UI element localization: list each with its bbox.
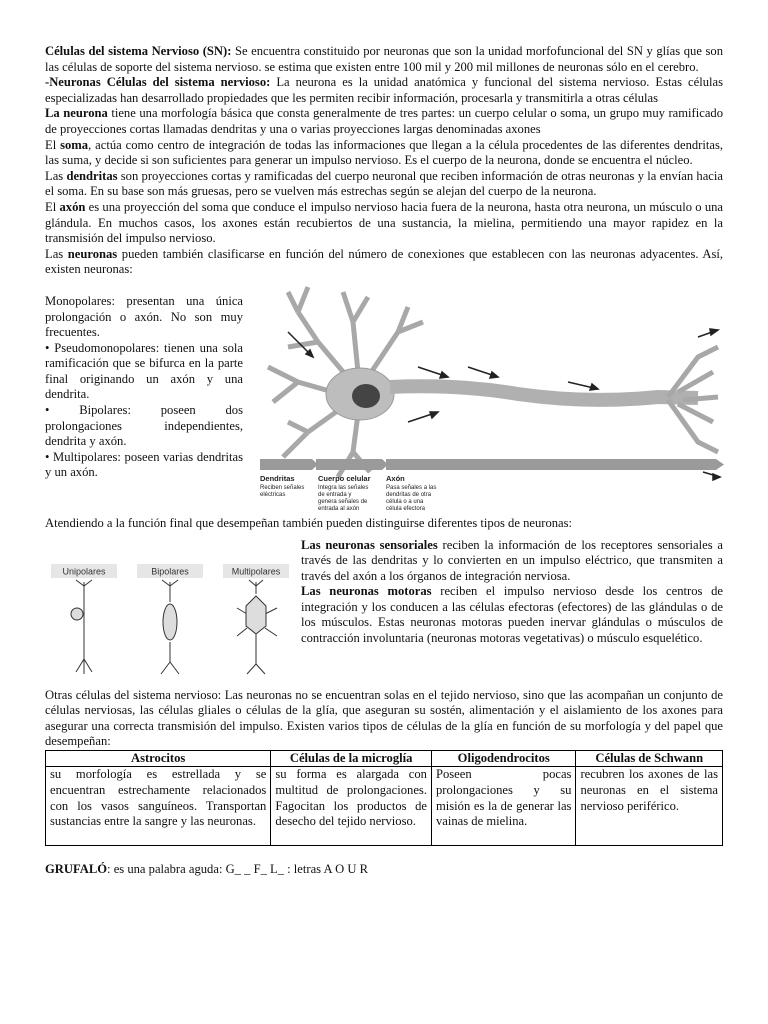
desc-dendritas: eléctricas [260,491,286,498]
mini-label-bipolares: Bipolares [151,566,189,576]
mini-label-multipolares: Multipolares [231,566,281,576]
paragraph-dendritas: Las dendritas son proyecciones cortas y ramificadas del cuerpo neuronal que reciben información de otras neuronas y la envían hacia el soma. En su base son más gruesas, pero se vuelven más estrechas según se alejan del cuerpo de la neurona. [45,168,723,199]
paragraph-neuronas: -Neuronas Células del sistema nervioso: La neurona es la unidad anatómica y funcional del sistema nervioso. Estas células especializadas han desarrollado propiedades que les permiten recibir información, procesarla y transmitirla a otras células [45,75,723,105]
paragraph-motoras: Las neuronas motoras reciben el impulso nervioso desde los centros de integración y los conducen a las células efectoras (efectores) de las glándulas o de los músculos. Estas neuronas motoras pueden inervar glándulas o músculos de contracción involuntaria (neuronas motoras vegetativas) o músculo esquelético. [301,584,724,646]
mini-label-unipolares: Unipolares [62,566,106,576]
paragraph-funcion: Atendiendo a la función final que desempeñan también pueden distinguirse diferentes tipos de neuronas: [45,515,573,530]
desc-axon: célula efectora [386,505,426,512]
desc-cuerpo: genera señales de [318,498,368,505]
table-header: Astrocitos [46,750,271,767]
desc-cuerpo: de entrada y [318,491,352,498]
paragraph-soma: El soma, actúa como centro de integración de todas las informaciones que llegan a la célula procedentes de las diferentes dendritas, las suma, y decide si son suficientes para generar un impulso nervioso. Es el cuerpo de la neurona, donde se encuentra el núcleo. [45,137,723,168]
table-header-row [46,750,723,767]
desc-cuerpo: entrada al axón [318,505,360,512]
paragraph-sensoriales: Las neuronas sensoriales reciben la información de los receptores sensoriales a través de las dendritas y lo convierten en un impulso eléctrico, que transmiten a través del axón a los órganos de integración nerviosa. [301,537,723,583]
paragraph-sn: Células del sistema Nervioso (SN): Se encuentra constituido por neuronas que son la unidad morfofuncional del SN y glías que son las células de soporte del sistema nervioso. se estima que existen entre 100 mil y 200 mil millones de neuronas sólo en el cerebro. [45,44,723,74]
neuron-types-figure [51,564,293,682]
type-item: • Bipolares: poseen dos prolongaciones independientes, dendrita y axón. [45,403,243,449]
table-cell: su morfología es estrellada y se encuentran estrechamente relacionados con los vasos sanguíneos. Transportan sustancias entre la sangre y las neuronas. [46,767,271,846]
table-header: Células de Schwann [576,750,723,767]
label-cuerpo-celular: Cuerpo celular [318,473,371,483]
table-cell: recubren los axones de las neuronas en el sistema nervioso periférico. [576,767,723,846]
label-axon: Axón [386,473,405,483]
type-item: • Multipolares: poseen varias dendritas y un axón. [45,449,243,480]
paragraph-glia: Otras células del sistema nervioso: Las neuronas no se encuentran solas en el tejido nervioso, sino que las acompañan un conjunto de células nerviosas, las células gliales o células de la glía, que aseguran su sostén, alimentación y el aislamiento de los axones para asegurar una correcta transmisión del impulso. Existen varios tipos de células de la glía en función de su morfología y del papel que desempeñan: [45,687,723,749]
type-item: Monopolares: presentan una única prolongación o axón. No son muy frecuentes. [45,293,243,340]
neuron-types-list [45,294,243,481]
table-header: Oligodendrocitos [431,750,575,767]
glia-table [45,750,723,847]
functional-types-text [301,538,723,647]
neuron-diagram [258,272,730,520]
desc-axon: dendritas de otra [386,491,432,498]
paragraph-la-neurona: La neurona tiene una morfología básica que consta generalmente de tres partes: un cuerpo celular o soma, un grupo muy ramificado de proyecciones cortas llamadas dendritas y una o varias proyecciones largas denominadas axones [45,106,723,136]
desc-axon: Pasa señales a las [386,484,437,491]
table-cell: Poseen pocas prolongaciones y su misión es la de generar las vainas de mielina. [431,767,575,846]
desc-axon: célula o a una [386,498,424,505]
desc-cuerpo: Integra las señales [318,484,369,491]
footer-note: GRUFALÓ: es una palabra aguda: G_ _ F_ L_ : letras A O U R [45,862,368,877]
paragraph-axon: El axón es una proyección del soma que conduce el impulso nervioso hacia fuera de la neurona, hasta otra neurona, un músculo o una glándula. En muchos casos, los axones están recubiertos de una sustancia, la mielina, permitiendo una mayor rapidez en la transmisión del impulso nervioso. [45,199,723,246]
functional-types-section [45,538,723,688]
neuron-types-section [45,294,723,516]
type-item: • Pseudomonopolares: tienen una sola ramificación que se bifurca en la parte final originando un axón y una dendrita. [45,340,243,402]
table-row [46,767,723,846]
table-cell: su forma es alargada con multitud de prolongaciones. Fagocitan los productos de desecho del tejido nervioso. [271,767,432,846]
table-header: Células de la microglía [271,750,432,767]
desc-dendritas: Reciben señales [260,484,305,491]
document-page [45,44,723,878]
paragraph-clasificacion: Las neuronas pueden también clasificarse en función del número de conexiones que establecen con las neuronas adyacentes. Así, existen neuronas: [45,246,723,277]
label-dendritas: Dendritas [260,473,295,483]
